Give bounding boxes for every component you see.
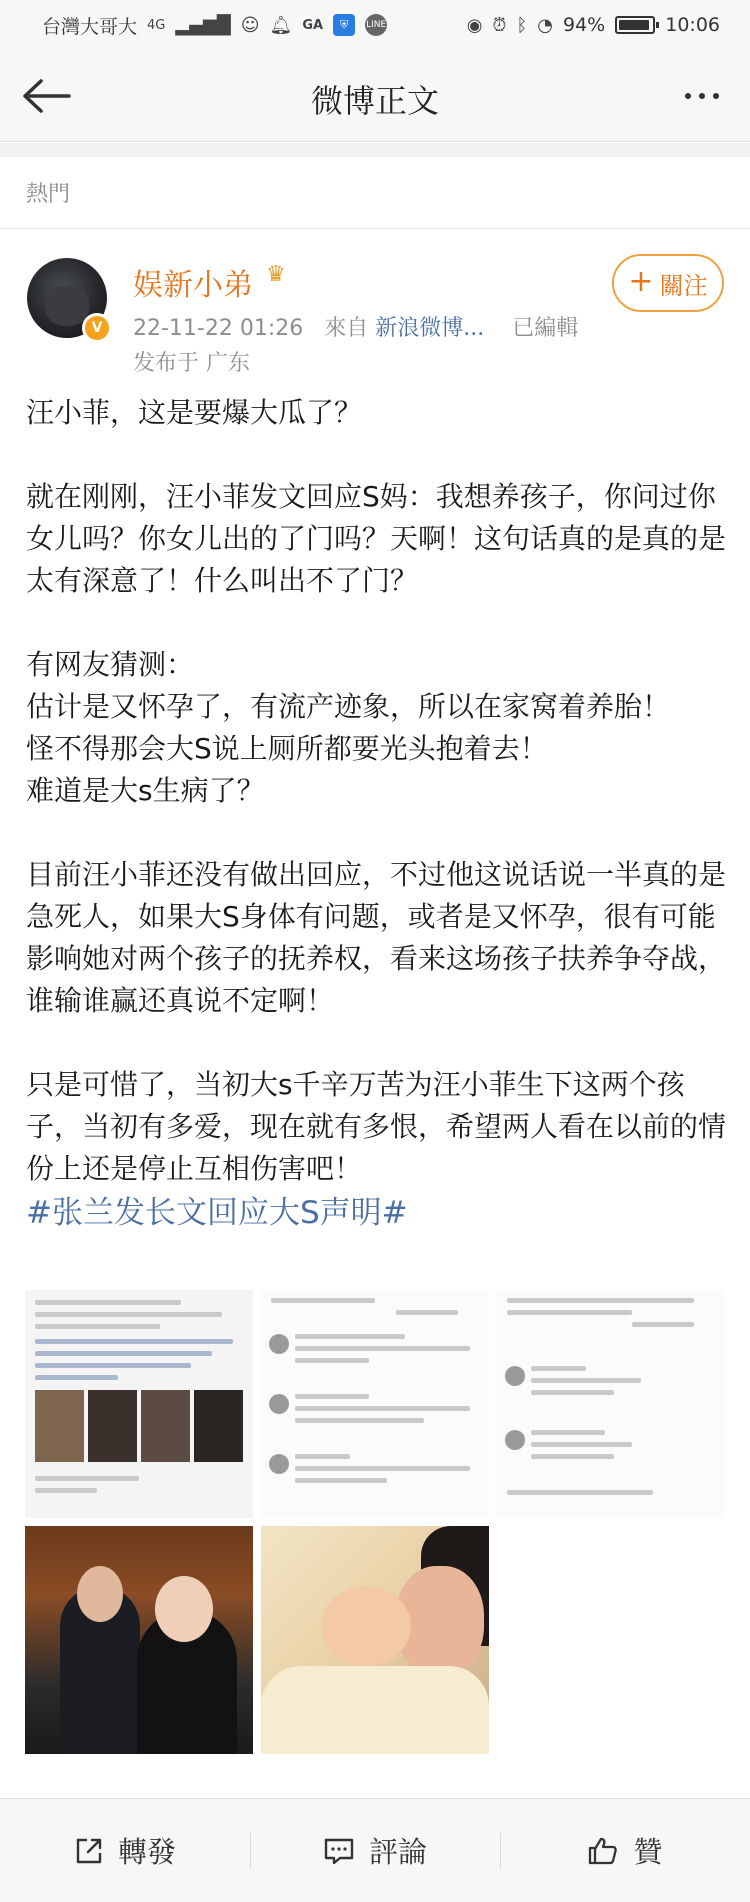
- battery-percent: 94%: [563, 14, 606, 36]
- paragraph-gap: [26, 812, 726, 854]
- post-meta: [133, 311, 578, 342]
- comment-lines: [507, 1298, 715, 1334]
- battery-icon: [615, 16, 655, 34]
- smiley-icon: ☺: [240, 14, 260, 36]
- crown-icon: ♛: [266, 262, 286, 287]
- author-name[interactable]: 娱新小弟: [133, 268, 253, 303]
- comment-lines: [271, 1298, 479, 1322]
- comment-lines: [507, 1490, 715, 1502]
- more-dot: [699, 93, 705, 99]
- post-location: 发布于 广东: [133, 351, 250, 376]
- post-text-line: 有网友猜测：: [26, 648, 195, 681]
- bottom-action-bar: [0, 1798, 750, 1902]
- comment-lines: [295, 1394, 479, 1430]
- post-paragraphs: [26, 392, 726, 1190]
- image-thumbnail[interactable]: [261, 1290, 489, 1518]
- hashtag-link[interactable]: #张兰发长文回应大S声明#: [26, 1195, 408, 1231]
- more-dot: [713, 93, 719, 99]
- post-text-line: 目前汪小菲还没有做出回应，不过他这说话说一半真的是急死人，如果大S身体有问题，或者是又怀孕，很有可能影响她对两个孩子的抚养权，看来这场孩子扶养争夺战，谁输谁赢还真说不定啊！: [26, 858, 727, 1017]
- post-text-line: 汪小菲，这是要爆大瓜了？: [26, 396, 363, 429]
- image-thumbnail[interactable]: [25, 1290, 253, 1518]
- repost-icon: [74, 1836, 104, 1866]
- image-grid: [25, 1290, 725, 1750]
- clock: 10:06: [665, 14, 720, 36]
- status-bar: [0, 0, 750, 50]
- image-thumbnail[interactable]: [25, 1526, 253, 1754]
- post-text-line: 难道是大s生病了？: [26, 774, 265, 807]
- paragraph-gap: [26, 1022, 726, 1064]
- commenter-avatar: [269, 1454, 289, 1474]
- network-label: 4G: [147, 17, 166, 33]
- post-text-line: 估计是又怀孕了，有流产迹象，所以在家窝着养胎！: [26, 690, 671, 723]
- nav-bar: [0, 50, 750, 142]
- photo-blanket: [261, 1666, 489, 1754]
- image-thumbnail[interactable]: [497, 1290, 725, 1518]
- alarm-icon: ⏰︎: [492, 14, 507, 36]
- line-icon: LINE: [365, 14, 387, 36]
- plus-icon: +: [628, 263, 654, 299]
- post-text-line: 就在刚刚，汪小菲发文回应S妈：我想养孩子，你问过你女儿吗？你女儿出的了门吗？天啊！这句话真的是真的是太有深意了！什么叫出不了门？: [26, 480, 727, 597]
- paragraph-gap: [26, 602, 726, 644]
- app-icon: GA: [302, 17, 324, 33]
- wifi-icon: ◔: [537, 14, 553, 36]
- commenter-avatar: [269, 1394, 289, 1414]
- more-dots-icon: [685, 93, 691, 99]
- comment-lines: [531, 1430, 715, 1466]
- bluetooth-icon: ᛒ: [516, 14, 528, 36]
- post-body: [26, 392, 726, 1235]
- comment-label: 評論: [368, 1835, 427, 1869]
- bell-icon: 🔔︎: [269, 14, 293, 36]
- shield-icon: ⛨: [333, 14, 355, 36]
- repost-button[interactable]: [0, 1799, 250, 1902]
- photo-face: [155, 1576, 213, 1642]
- screenshot-photo-row: [35, 1390, 243, 1462]
- comment-button[interactable]: [250, 1799, 500, 1902]
- section-header: 熱門: [0, 157, 750, 229]
- follow-label: 關注: [659, 271, 708, 300]
- author-block: [0, 245, 750, 375]
- thumbs-up-icon: [587, 1836, 619, 1866]
- photo-face: [77, 1566, 123, 1622]
- paragraph-gap: [26, 434, 726, 476]
- follow-button[interactable]: [612, 254, 724, 312]
- comment-lines: [295, 1334, 479, 1370]
- commenter-avatar: [505, 1430, 525, 1450]
- commenter-avatar: [269, 1334, 289, 1354]
- repost-label: 轉發: [117, 1835, 176, 1869]
- page-title: 微博正文: [310, 82, 439, 120]
- like-label: 贊: [633, 1835, 663, 1869]
- post-text-line: 怪不得那会大S说上厕所都要光头抱着去！: [26, 732, 548, 765]
- post-source-link[interactable]: 新浪微博...: [375, 316, 485, 341]
- carrier-label: 台灣大哥大: [42, 15, 138, 38]
- post-timestamp: 22-11-22 01:26: [133, 316, 304, 341]
- like-button[interactable]: [500, 1799, 750, 1902]
- comment-lines: [531, 1366, 715, 1402]
- verified-badge-icon: V: [82, 313, 112, 343]
- commenter-avatar: [505, 1366, 525, 1386]
- from-label: 來自: [324, 316, 369, 341]
- screenshot-footer-lines: [35, 1476, 243, 1500]
- post-text-line: 只是可惜了，当初大s千辛万苦为汪小菲生下这两个孩子，当初有多爱，现在就有多恨，希望两人看在以前的情份上还是停止互相伤害吧！: [26, 1068, 727, 1185]
- photo-baby: [321, 1586, 411, 1666]
- screenshot-text-lines: [35, 1300, 243, 1387]
- edited-label[interactable]: 已編輯: [512, 316, 579, 341]
- image-thumbnail[interactable]: [261, 1526, 489, 1754]
- comment-icon: [323, 1836, 355, 1866]
- section-gap: [0, 143, 750, 157]
- comment-lines: [295, 1454, 479, 1490]
- signal-icon: ▂▄▆█: [175, 14, 231, 36]
- more-button[interactable]: [672, 72, 732, 120]
- eye-icon: ◉: [466, 14, 483, 36]
